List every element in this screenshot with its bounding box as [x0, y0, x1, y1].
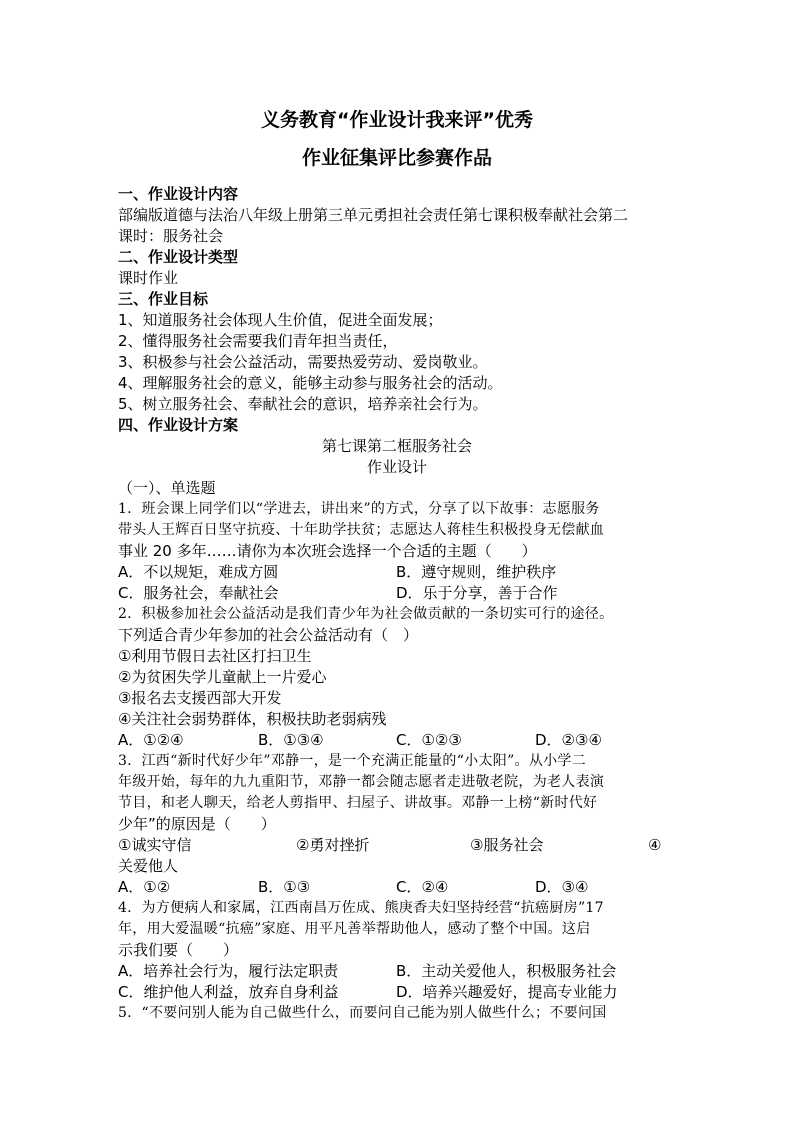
- q3-line-1: 3．江西“新时代好少年”邓静一，是一个充满正能量的“小太阳”。从小学二: [118, 753, 587, 769]
- q1-option-b: B．遵守规则，维护秩序: [396, 563, 557, 581]
- q2-item-2: ②为贫困失学儿童献上一片爱心: [118, 668, 327, 686]
- q4-option-b: B．主动关爱他人，积极服务社会: [396, 962, 617, 980]
- section-heading-goals: 三、作业目标: [118, 290, 209, 308]
- q4-line-2: 年，用大爱温暖“抗癌”家庭、用平凡善举帮助他人，感动了整个中国。这启: [118, 921, 591, 937]
- q3-item-4-text: 关爱他人: [118, 857, 179, 875]
- q4-line-1: 4．为方便病人和家属，江西南昌万佐成、熊庚香夫妇坚持经营“抗癌厨房”17: [118, 900, 604, 916]
- document-title-line-2: 作业征集评比参赛作品: [301, 147, 492, 169]
- lesson-subtitle: 作业设计: [366, 458, 427, 476]
- q2-item-4: ④关注社会弱势群体，积极扶助老弱病残: [118, 710, 387, 728]
- section-heading-content: 一、作业设计内容: [118, 185, 239, 203]
- section-heading-plan: 四、作业设计方案: [118, 416, 239, 434]
- q2-option-a: A．①②④: [118, 731, 184, 749]
- type-text: 课时作业: [118, 269, 179, 287]
- q2-item-1: ①利用节假日去社区打扫卫生: [118, 647, 312, 665]
- q2-option-c: C．①②③: [396, 731, 462, 749]
- q4-option-a: A．培养社会行为，履行法定职责: [118, 962, 339, 980]
- part-label-single-choice: （一）、单选题: [118, 479, 216, 497]
- q1-line-1: 1．班会课上同学们以“学进去，讲出来”的方式，分享了以下故事：志愿服务: [118, 501, 600, 517]
- section-heading-type: 二、作业设计类型: [118, 248, 239, 266]
- lesson-title: 第七课第二框服务社会: [321, 437, 472, 455]
- q4-option-c: C．维护他人利益，放弃自身利益: [118, 983, 339, 1001]
- content-text-line-2: 课时：服务社会: [118, 227, 224, 245]
- q2-option-d: D．②③④: [535, 731, 602, 749]
- q4-option-d: D．培养兴趣爱好，提高专业能力: [396, 983, 618, 1001]
- goal-item: 3、积极参与社会公益活动，需要热爱劳动、爱岗敬业。: [118, 353, 488, 371]
- q1-option-c: C．服务社会，奉献社会: [118, 584, 279, 602]
- goal-item: 5、树立服务社会、奉献社会的意识，培养亲社会行为。: [118, 395, 488, 413]
- q2-line-1: 2．积极参加社会公益活动是我们青少年为社会做贡献的一条切实可行的途径。: [118, 606, 614, 622]
- q2-line-2: 下列适合青少年参加的社会公益活动有（ ）: [118, 626, 419, 644]
- q3-option-a: A．①②: [118, 878, 171, 896]
- content-text-line-1: 部编版道德与法治八年级上册第三单元勇担社会责任第七课积极奉献社会第二: [118, 206, 629, 224]
- q4-line-3: 示我们要（ ）: [118, 941, 239, 959]
- q3-item-3: ③服务社会: [470, 836, 544, 854]
- q2-option-b: B．①③④: [258, 731, 324, 749]
- q3-item-4-marker: ④: [648, 836, 662, 854]
- q2-item-3: ③报名去支援西部大开发: [118, 689, 282, 707]
- goal-item: 2、懂得服务社会需要我们青年担当责任，: [118, 332, 398, 350]
- q3-item-1: ①诚实守信: [118, 836, 192, 854]
- goal-item: 4、理解服务社会的意义，能够主动参与服务社会的活动。: [118, 374, 503, 392]
- goal-item: 1、知道服务社会体现人生价值，促进全面发展；: [118, 311, 443, 329]
- document-title-line-1: 义务教育“作业设计我来评”优秀: [261, 109, 533, 131]
- q1-line-2: 带头人王辉百日坚守抗疫、十年助学扶贫；志愿达人蒋桂生积极投身无偿献血: [118, 522, 605, 538]
- q3-option-d: D．③④: [535, 878, 589, 896]
- q1-option-a: A．不以规矩，难成方圆: [118, 563, 279, 581]
- q5-line-1: 5．“不要问别人能为自己做些什么，而要问自己能为别人做些什么；不要问国: [118, 1005, 607, 1021]
- q3-line-3: 节目，和老人聊天，给老人剪指甲、扫屋子、讲故事。邓静一上榜“新时代好: [118, 795, 598, 811]
- q1-option-d: D．乐于分享，善于合作: [396, 584, 558, 602]
- q3-line-4: 少年”的原因是（ ）: [118, 815, 276, 833]
- q3-item-2: ②勇对挫折: [296, 836, 370, 854]
- q3-line-2: 年级开始，每年的九九重阳节，邓静一都会随志愿者走进敬老院，为老人表演: [118, 774, 605, 790]
- q3-option-c: C．②④: [396, 878, 449, 896]
- q1-line-3: 事业 20 多年……请你为本次班会选择一个合适的主题（ ）: [118, 542, 537, 560]
- q3-option-b: B．①③: [258, 878, 311, 896]
